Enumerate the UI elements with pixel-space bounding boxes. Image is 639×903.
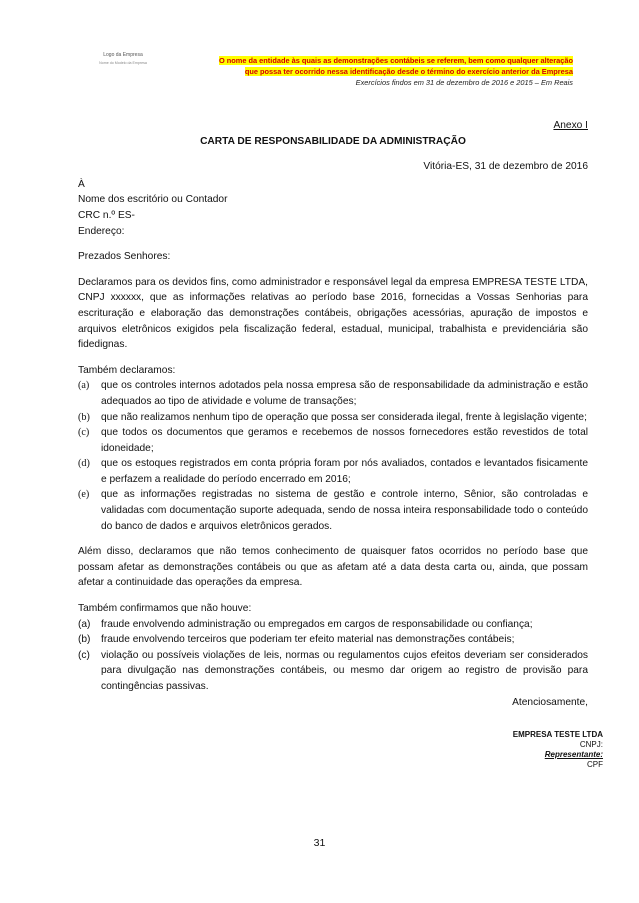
annex-label: Anexo I [553, 120, 588, 131]
list-item: (d) que os estoques registrados em conta própria foram por nós avaliados, contados e levantados fisicamente e perfazem a realidade do período encerrado em 2016; [78, 458, 588, 485]
recipient-line: CRC n.º ES- [78, 209, 135, 221]
also-declare-heading: Também declaramos: [78, 364, 176, 376]
knowledge-paragraph: Além disso, declaramos que não temos conhecimento de quaisquer fatos ocorridos no período base que possam afetar as demonstrações contábeis ou que as afetam até a data desta carta ou, ainda, que possam afetar a continuidade das operações da empresa. [78, 546, 588, 589]
declaration-paragraph: Declaramos para os devidos fins, como administrador e responsável legal da empresa EMPRESA TESTE LTDA, CNPJ xxxxxx, que as informações relativas ao período base 2016, fornecidas a Vossas Senhorias para escrituração e elaboração das demonstrações contábeis, obrigações acessórias, apuração de impostos e arquivos eletrônicos exigidos pela fiscalização federal, estadual, municipal, trabalhista e previdenciária são fidedignas. [78, 276, 588, 351]
page-number: 31 [313, 837, 326, 849]
company-logo [88, 52, 158, 65]
document-header [219, 55, 573, 88]
entity-notice-line-1: O nome da entidade às quais as demonstrações contábeis se referem, bem como qualquer alteração [218, 56, 573, 65]
list-item: (b) que não realizamos nenhum tipo de operação que possa ser considerada ilegal, frente à legislação vigente; [78, 411, 587, 423]
list-item: (c) violação ou possíveis violações de leis, normas ou regulamentos cujos efeitos deveriam ser considerados para divulgação nas demonstrações contábeis, ou mesmo dar origem ao registro de provisão para contingências passivas. [78, 649, 588, 692]
confirmations-list [78, 617, 588, 695]
signature-company: EMPRESA TESTE LTDA [512, 730, 603, 739]
list-item: (a) fraude envolvendo administração ou empregados em cargos de responsabilidade ou confiança; [78, 618, 533, 630]
signature-cpf: CPF [587, 760, 603, 769]
period-caption: Exercícios findos em 31 de dezembro de 2016 e 2015 – Em Reais [355, 78, 573, 87]
recipient-line: Nome dos escritório ou Contador [78, 194, 228, 206]
recipient-line: À [78, 178, 85, 190]
recipient-line: Endereço: [78, 225, 125, 237]
place-date: Vitória-ES, 31 de dezembro de 2016 [423, 161, 588, 173]
signature-representative: Representante: [544, 750, 603, 759]
closing: Atenciosamente, [512, 696, 588, 708]
list-item: (c) que todos os documentos que geramos e recebemos de nossos fornecedores estão revestidos de total idoneidade; [78, 427, 588, 454]
entity-notice-line-2: que possa ter ocorrido nessa identificação desde o término do exercício anterior da Empresa [244, 67, 573, 76]
logo-title: Logo da Empresa [103, 52, 143, 58]
list-item: (a) que os controles internos adotados pela nossa empresa são de responsabilidade da administração e estão adequados ao tipo de atividade e volume de transações; [78, 380, 588, 407]
list-item: (e) que as informações registradas no sistema de gestão e controle interno, Sênior, são controladas e validadas com documentação suporte adequada, sendo de nossa inteira responsabilidade todo o conteúdo do banco de dados e arquivos eletrônicos gerados. [78, 489, 588, 532]
signature-block [513, 730, 603, 770]
list-item: (b) fraude envolvendo terceiros que poderiam ter efeito material nas demonstrações contábeis; [78, 634, 515, 646]
salutation: Prezados Senhores: [78, 251, 171, 263]
also-confirm-heading: Também confirmamos que não houve: [78, 603, 252, 615]
logo-subtitle: Nome do Modelo da Empresa [99, 61, 147, 65]
letter-body [78, 118, 588, 710]
letter-title: CARTA DE RESPONSABILIDADE DA ADMINISTRAÇÃO [200, 135, 466, 147]
declarations-list [78, 378, 588, 534]
signature-cnpj: CNPJ: [579, 740, 603, 749]
